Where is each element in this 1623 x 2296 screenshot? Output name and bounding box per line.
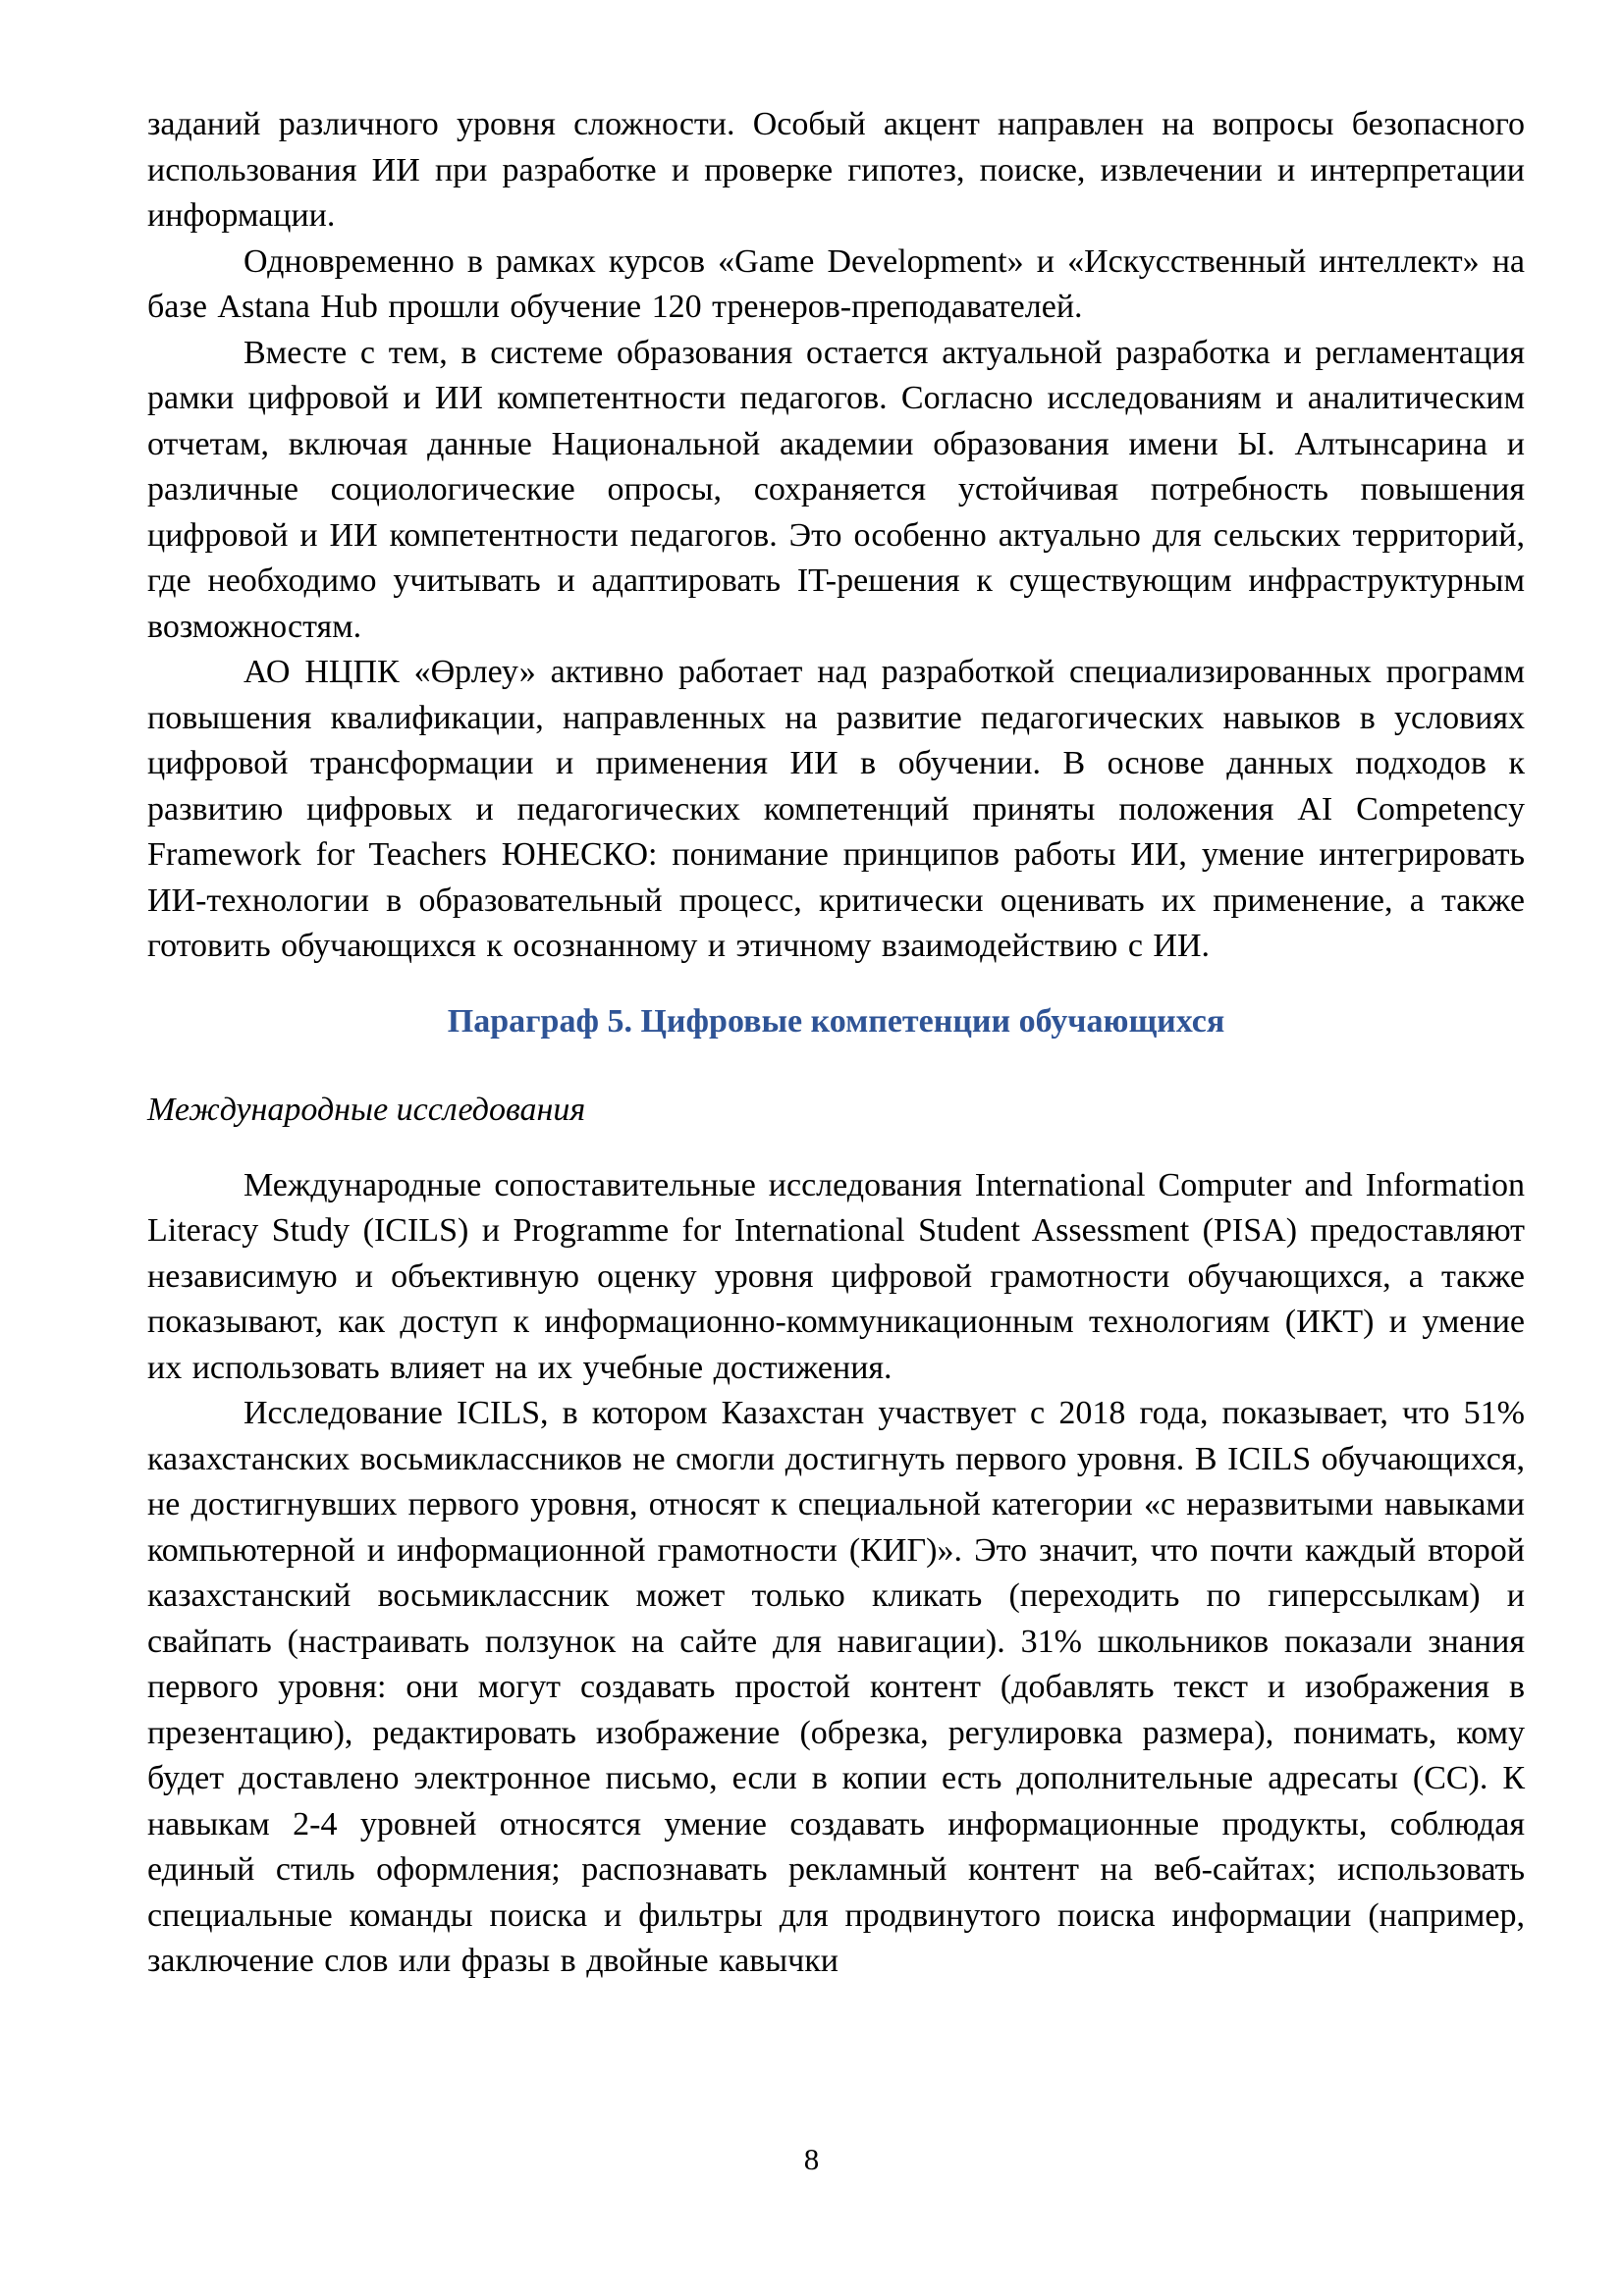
paragraph: Вместе с тем, в системе образования остается актуальной разработка и регламентация рамки цифровой и ИИ компетентности педагогов. Согласно исследованиям и аналитическим отчетам, включая данные Национальной академии образования имени Ы. Алтынсарина и различные социологические опросы, сохраняется устойчивая потребность повышения цифровой и ИИ компетентности педагогов. Это особенно актуально для сельских территорий, где необходимо учитывать и адаптировать IT-решения к существующим инфраструктурным возможностям. [147,334,1525,645]
section-heading: Параграф 5. Цифровые компетенции обучающихся [447,1002,1225,1040]
paragraph: Международные сопоставительные исследования International Computer and Information Literacy Study (ICILS) и Programme for International Student Assessment (PISA) предоставляют независимую и объективную оценку уровня цифровой грамотности обучающихся, а также показывают, как доступ к информационно-коммуникационным технологиям (ИКТ) и умение их использовать влияет на их учебные достижения. [147,1166,1525,1386]
subheading-international-studies: Международные исследования [147,1092,586,1128]
paragraph-continuation: заданий различного уровня сложности. Особый акцент направлен на вопросы безопасного использования ИИ при разработке и проверке гипотез, поиске, извлечении и интерпретации информации. [147,106,1525,234]
page-content [147,102,1525,1985]
paragraph: Исследование ICILS, в котором Казахстан участвует с 2018 года, показывает, что 51% казахстанских восьмиклассников не смогли достигнуть первого уровня. В ICILS обучающихся, не достигнувших первого уровня, относят к специальной категории «с неразвитыми навыками компьютерной и информационной грамотности (КИГ)». Это значит, что почти каждый второй казахстанский восьмиклассник может только кликать (переходить по гиперссылкам) и свайпать (настраивать ползунок на сайте для навигации). 31% школьников показали знания первого уровня: они могут создавать простой контент (добавлять текст и изображения в презентацию), редактировать изображение (обрезка, регулировка размера), понимать, кому будет доставлено электронное письмо, если в копии есть дополнительные адресаты (CC). К навыкам 2-4 уровней относятся умение создавать информационные продукты, соблюдая единый стиль оформления; распознавать рекламный контент на веб-сайтах; использовать специальные команды поиска и фильтры для продвинутого поиска информации (например, заключение слов или фразы в двойные кавычки [147,1395,1525,1979]
paragraph: АО НЦПК «Өрлеу» активно работает над разработкой специализированных программ повышения квалификации, направленных на развитие педагогических навыков в условиях цифровой трансформации и применения ИИ в обучении. В основе данных подходов к развитию цифровых и педагогических компетенций приняты положения AI Competency Framework for Teachers ЮНЕСКО: понимание принципов работы ИИ, умение интегрировать ИИ-технологии в образовательный процесс, критически оценивать их применение, а также готовить обучающихся к осознанному и этичному взаимодействию с ИИ. [147,654,1525,964]
page-number: 8 [803,2142,820,2176]
paragraph: Одновременно в рамках курсов «Game Development» и «Искусственный интеллект» на базе Astana Hub прошли обучение 120 тренеров-преподавателей. [147,242,1525,325]
